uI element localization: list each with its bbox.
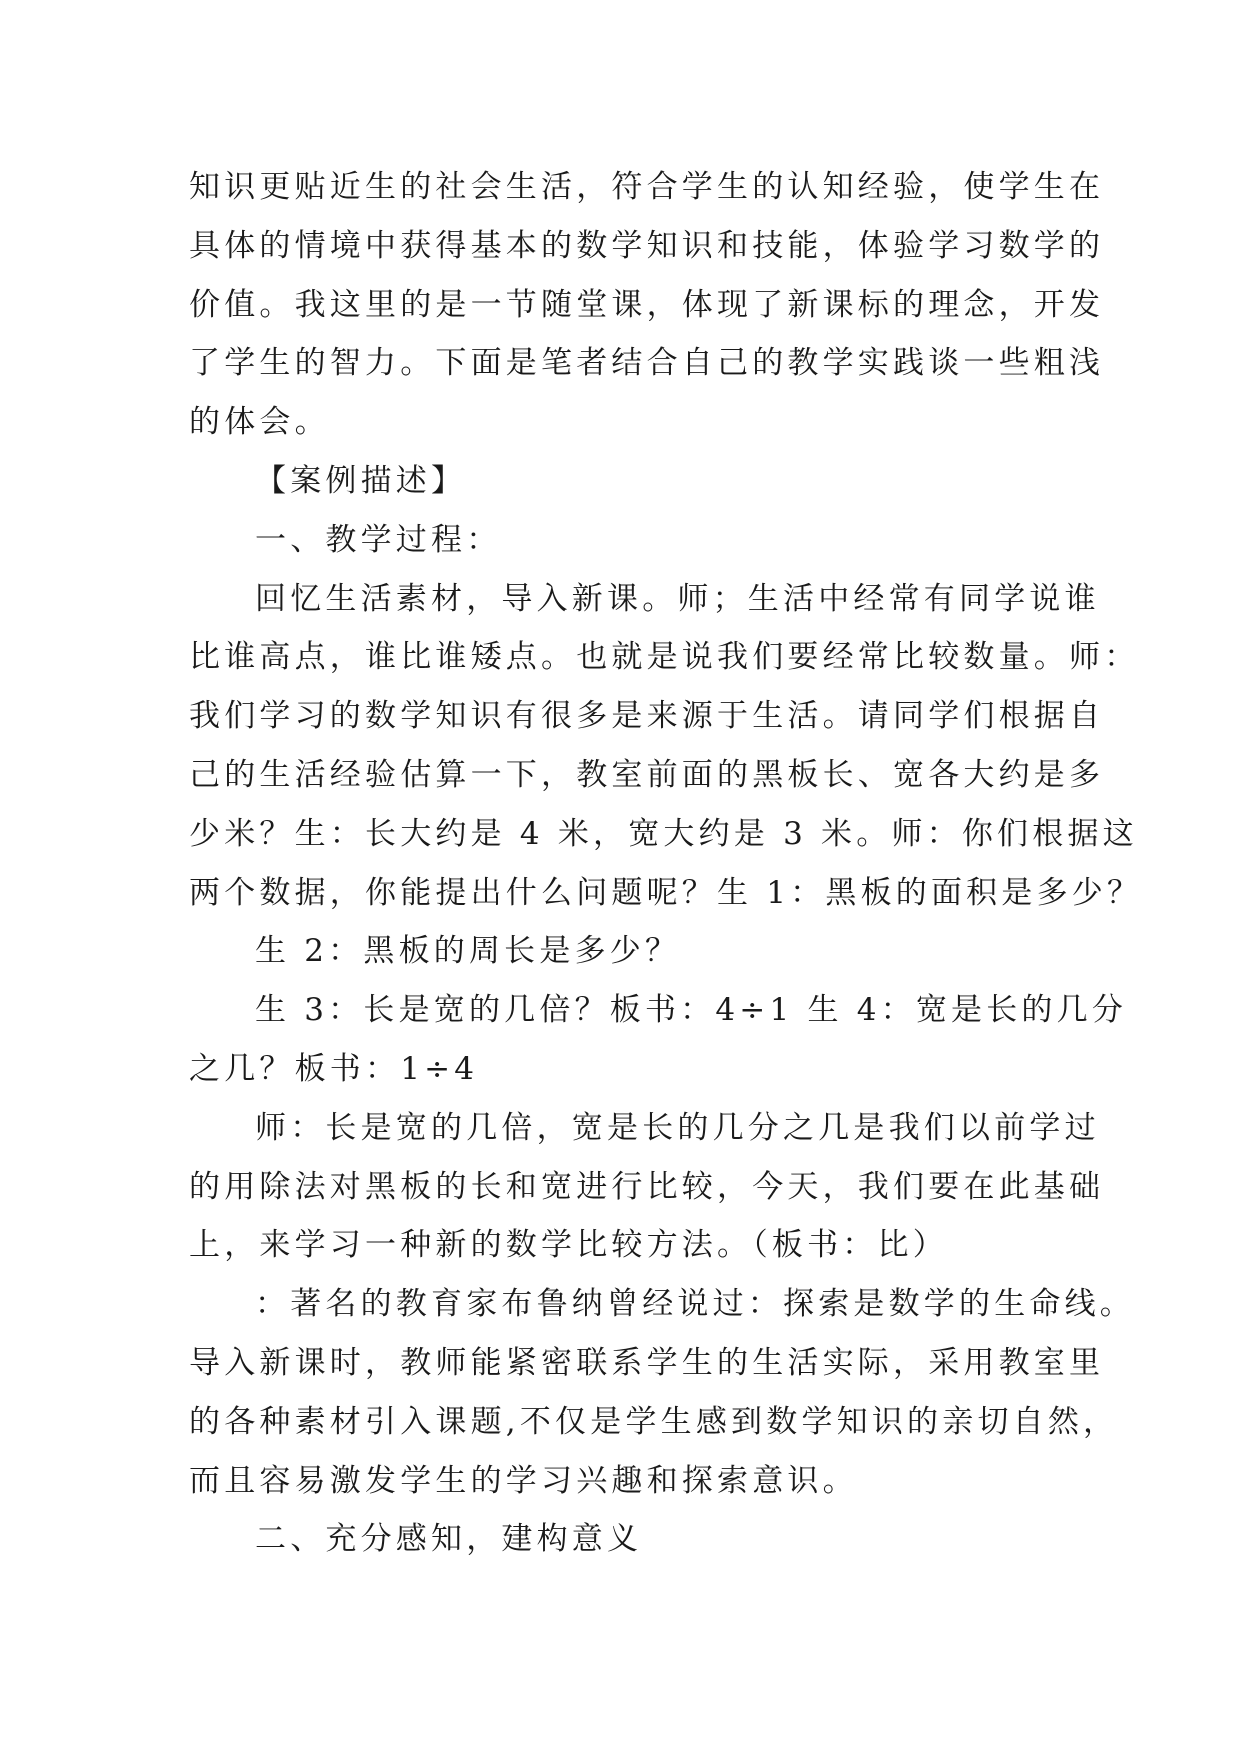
text-line: 生 3：长是宽的几倍？板书：4÷1 生 4：宽是长的几分 [255,992,1128,1029]
text-line: 我们学习的数学知识有很多是来源于生活。请同学们根据自 [189,698,1105,735]
text-line: 之几？板书：1÷4 [189,1050,479,1087]
text-line: 知识更贴近生的社会生活，符合学生的认知经验，使学生在 [189,169,1105,205]
paragraph-student-3 [189,981,1128,1099]
paragraph-commentary [189,1275,1135,1510]
text-line: 的各种素材引入课题,不仅是学生感到数学知识的亲切自然， [189,1403,1119,1440]
text-line: 导入新课时，教师能紧密联系学生的生活实际，采用教室里 [189,1344,1105,1381]
text-line: 回忆生活素材，导入新课。师；生活中经常有同学说谁 [255,580,1100,617]
text-line: 生 2：黑板的周长是多少？ [255,933,681,970]
text-line: 的体会。 [189,404,330,441]
paragraph-recall [189,570,1143,923]
text-line: 的用除法对黑板的长和宽进行比较，今天，我们要在此基础 [189,1168,1105,1205]
text-line: 少米？生：长大约是 4 米，宽大约是 3 米。师：你们根据这 [189,815,1138,852]
document-body [189,158,1143,1569]
text-line: 师：长是宽的几倍，宽是长的几分之几是我们以前学过 [255,1109,1100,1146]
text-line: 而且容易激发学生的学习兴趣和探索意识。 [189,1462,858,1499]
section-heading-perception [189,1510,1069,1569]
paragraph-intro [189,158,1105,452]
text-line: 了学生的智力。下面是笔者结合自己的教学实践谈一些粗浅 [189,345,1105,382]
section-heading-process [189,511,1069,570]
text-line: 比谁高点，谁比谁矮点。也就是说我们要经常比较数量。师： [189,639,1140,676]
text-line: 价值。我这里的是一节随堂课，体现了新课标的理念，开发 [189,286,1105,323]
text-line: 两个数据，你能提出什么问题呢？生 1：黑板的面积是多少？ [189,874,1143,911]
heading-line: 一、教学过程： [255,521,502,558]
text-line: 具体的情境中获得基本的数学知识和技能，体验学习数学的 [189,227,1105,264]
text-line: ：著名的教育家布鲁纳曾经说过：探索是数学的生命线。 [255,1286,1135,1323]
heading-line: 二、充分感知，建构意义 [255,1521,643,1558]
heading-line: 【案例描述】 [255,462,467,499]
paragraph-teacher [189,1099,1105,1275]
text-line: 己的生活经验估算一下，教室前面的黑板长、宽各大约是多 [189,756,1105,793]
paragraph-student-2 [189,922,1069,981]
section-heading-case [189,452,1069,511]
text-line: 上，来学习一种新的数学比较方法。（板书：比） [189,1227,948,1264]
